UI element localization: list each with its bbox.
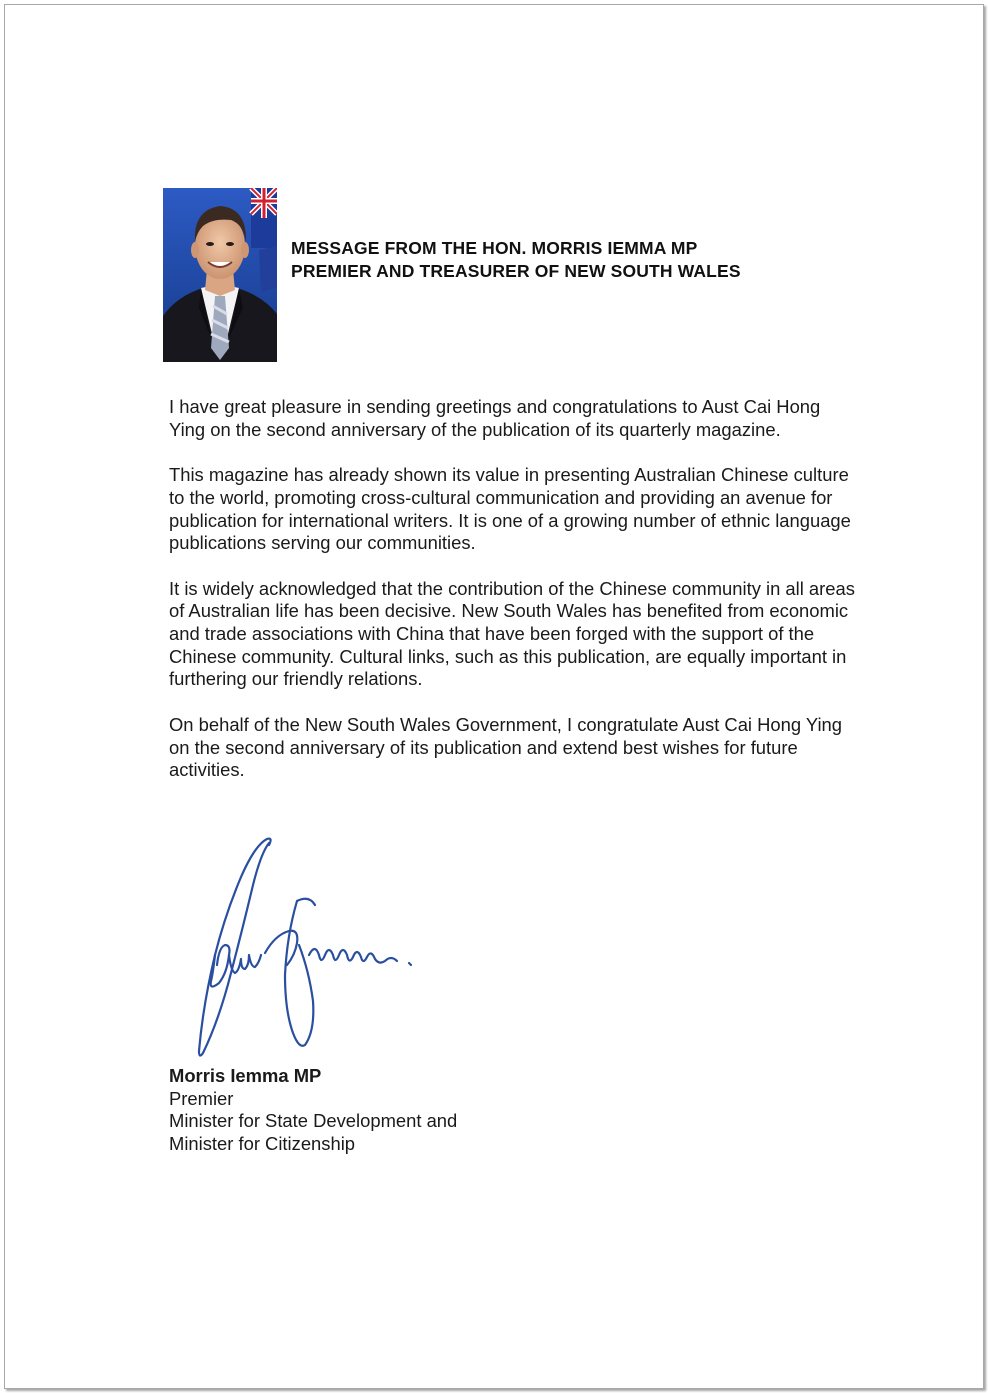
signatory-title-3: Minister for Citizenship [169, 1133, 356, 1155]
premier-portrait [163, 188, 277, 362]
paragraph-congratulations: On behalf of the New South Wales Government, I congratulate Aust Cai Hong Ying on the second anniversary of its publication and extend best wishes for future activities. [169, 713, 842, 781]
signatory-title-2: Minister for State Development and [169, 1110, 458, 1132]
signoff-block [169, 1065, 669, 1156]
paragraph-chinese-community: It is widely acknowledged that the contribution of the Chinese community in all areas of Australian life has been decisive. New South Wales has benefited from economic and trade associations with China that have been forged with the support of the Chinese community. Cultural links, such as this publication, are equally important in furthering our friendly relations. [169, 577, 855, 690]
message-body [169, 396, 859, 805]
heading-line-1: MESSAGE FROM THE HON. MORRIS IEMMA MP [291, 238, 698, 258]
heading-line-2: PREMIER AND TREASURER OF NEW SOUTH WALES [291, 261, 741, 281]
message-heading [291, 237, 911, 283]
document-page [4, 4, 984, 1389]
signature [169, 805, 469, 1067]
paragraph-greeting: I have great pleasure in sending greetings and congratulations to Aust Cai Hong Ying on the second anniversary of the publication of its quarterly magazine. [169, 396, 821, 440]
signatory-name: Morris Iemma MP [169, 1065, 322, 1086]
paragraph-magazine-value: This magazine has already shown its value in presenting Australian Chinese culture to the world, promoting cross-cultural communication and providing an avenue for publication for international writers. It is one of a growing number of ethnic language publications serving our communities. [169, 464, 851, 554]
signatory-title-1: Premier [169, 1087, 234, 1109]
